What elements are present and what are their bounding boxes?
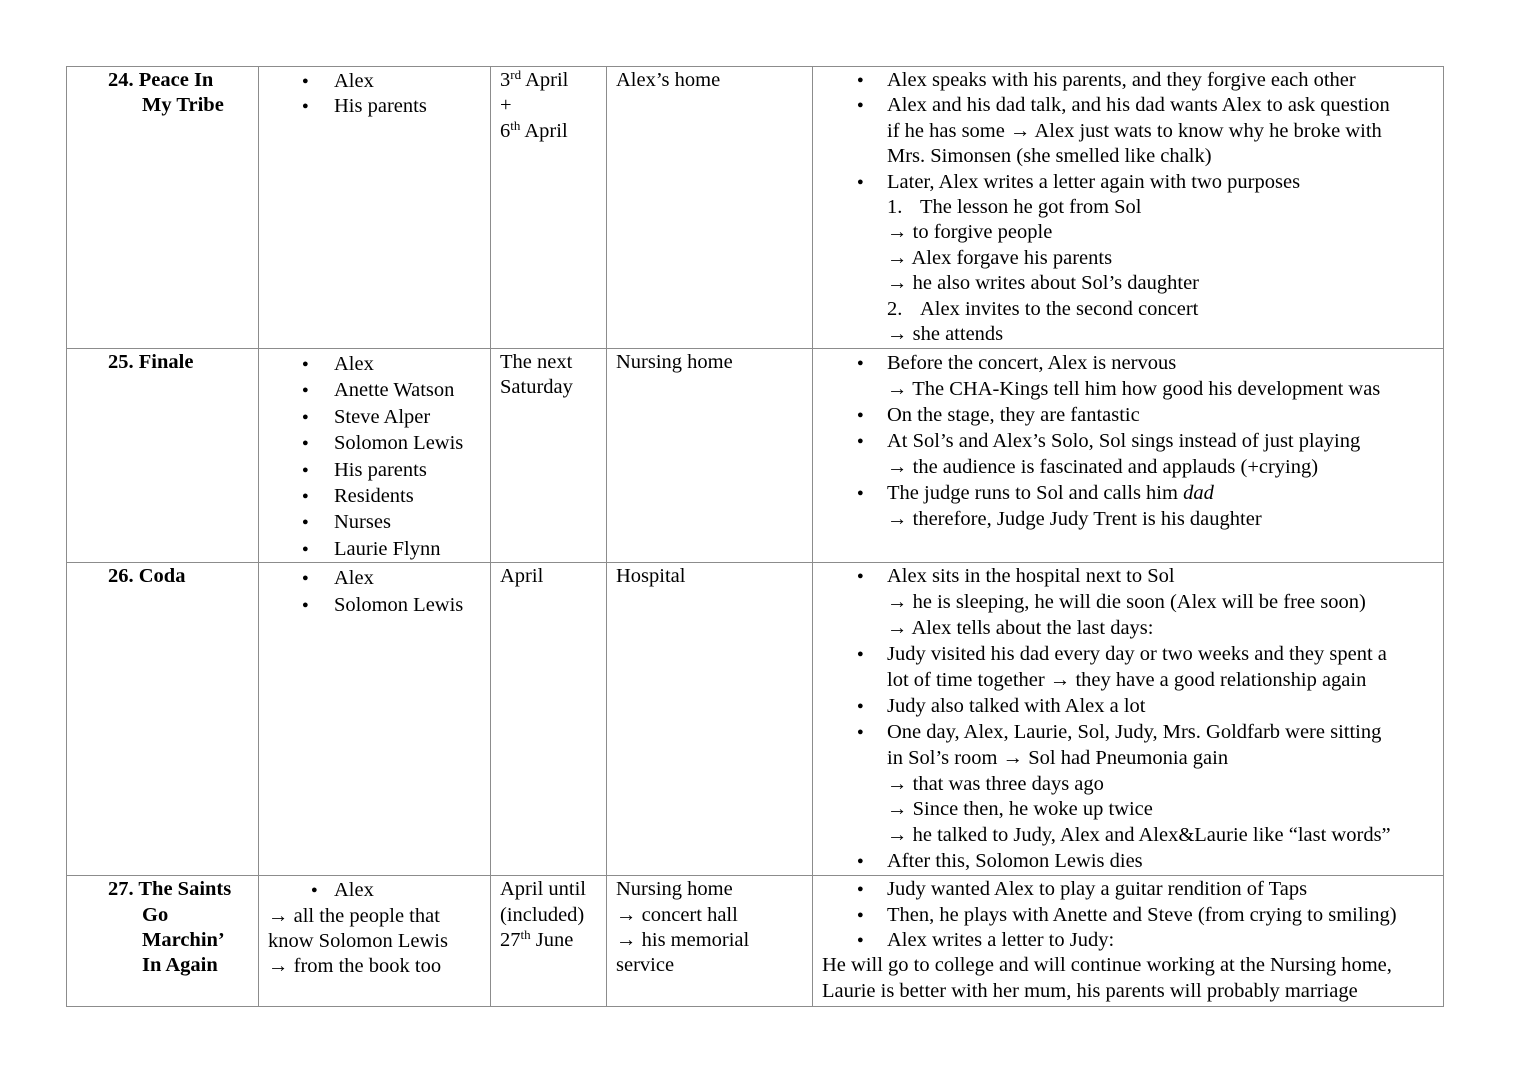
list-item: ● Nurses	[259, 509, 490, 535]
list-item: ● After this, Solomon Lewis dies	[822, 849, 1443, 875]
place-cell: Alex’s home	[607, 67, 813, 349]
chapter-summary-table	[66, 66, 1444, 1007]
list-item: ● Alex and his dad talk, and his dad wants Alex to ask question if he has some → Alex just wats to know why he broke with Mrs. Simonsen (she smelled like chalk)	[822, 93, 1443, 169]
characters-cell	[259, 563, 491, 876]
list-item: ● Alex	[259, 351, 490, 377]
table-row	[67, 67, 1444, 349]
table-row	[67, 563, 1444, 876]
place-cell: Hospital	[607, 563, 813, 876]
place-cell: Nursing home	[607, 349, 813, 563]
list-item: ● His parents	[259, 94, 490, 119]
list-item: ● Alex	[268, 878, 490, 903]
list-item: ● At Sol’s and Alex’s Solo, Sol sings instead of just playing → the audience is fascinated and applauds (+crying)	[822, 428, 1443, 480]
list-item: ● Alex speaks with his parents, and they forgive each other	[822, 68, 1443, 93]
characters-cell	[259, 67, 491, 349]
list-item: ● Alex	[259, 69, 490, 94]
list-item: ● His parents	[259, 457, 490, 483]
list-item: ● Laurie Flynn	[259, 536, 490, 562]
list-item: ● Before the concert, Alex is nervous → The CHA-Kings tell him how good his development was	[822, 350, 1443, 402]
letter-summary: He will go to college and will continue working at the Nursing home, Laurie is better with her mum, his parents will probably marriage	[822, 954, 1392, 1002]
list-item: ● Alex writes a letter to Judy:	[822, 928, 1443, 953]
table-row	[67, 349, 1444, 563]
characters-cell	[259, 349, 491, 563]
list-item: ● Judy also talked with Alex a lot	[822, 694, 1443, 720]
chapter-title: 26. Coda	[67, 563, 259, 876]
events-cell	[813, 67, 1444, 349]
time-cell: April	[491, 563, 607, 876]
time-cell: 3rd April + 6th April	[491, 67, 607, 349]
chapter-title: 25. Finale	[67, 349, 259, 563]
time-cell: The next Saturday	[491, 349, 607, 563]
list-item: ● Steve Alper	[259, 404, 490, 430]
place-cell: Nursing home → concert hall → his memorial service	[607, 876, 813, 1007]
list-item: ● On the stage, they are fantastic	[822, 402, 1443, 428]
events-cell	[813, 349, 1444, 563]
events-cell	[813, 876, 1444, 1007]
table-row	[67, 876, 1444, 1007]
list-item: ● Residents	[259, 483, 490, 509]
list-item: ● Later, Alex writes a letter again with two purposes 1. The lesson he got from Sol → to forgive people → Alex forgave his parents → he also writes about Sol’s daughter 2. Alex invites to the second concert → she attends	[822, 170, 1443, 348]
list-item: ● Alex sits in the hospital next to Sol → he is sleeping, he will die soon (Alex will be free soon) → Alex tells about the last days:	[822, 564, 1443, 642]
list-item: ● Judy visited his dad every day or two weeks and they spent a lot of time together → they have a good relationship again	[822, 642, 1443, 694]
characters-cell: ● Alex → all the people that know Solomon Lewis → from the book too	[259, 876, 491, 1007]
events-cell	[813, 563, 1444, 876]
list-item: ● Alex	[259, 565, 490, 591]
list-item: ● Then, he plays with Anette and Steve (from crying to smiling)	[822, 903, 1443, 928]
time-cell: April until (included) 27th June	[491, 876, 607, 1007]
list-item: ● Judy wanted Alex to play a guitar rendition of Taps	[822, 877, 1443, 902]
list-item: ● Anette Watson	[259, 377, 490, 403]
chapter-title: 27. The Saints Go Marchin’ In Again	[67, 876, 259, 1007]
list-item: ● Solomon Lewis	[259, 592, 490, 618]
list-item: ● Solomon Lewis	[259, 430, 490, 456]
list-item: ● One day, Alex, Laurie, Sol, Judy, Mrs. Goldfarb were sitting in Sol’s room → Sol had Pneumonia gain → that was three days ago → Since then, he woke up twice → he talked to Judy, Alex and Alex&Laurie like “last words”	[822, 720, 1443, 850]
chapter-title: 24. Peace In My Tribe	[67, 67, 259, 349]
list-item: ● The judge runs to Sol and calls him dad → therefore, Judge Judy Trent is his daughter	[822, 480, 1443, 532]
